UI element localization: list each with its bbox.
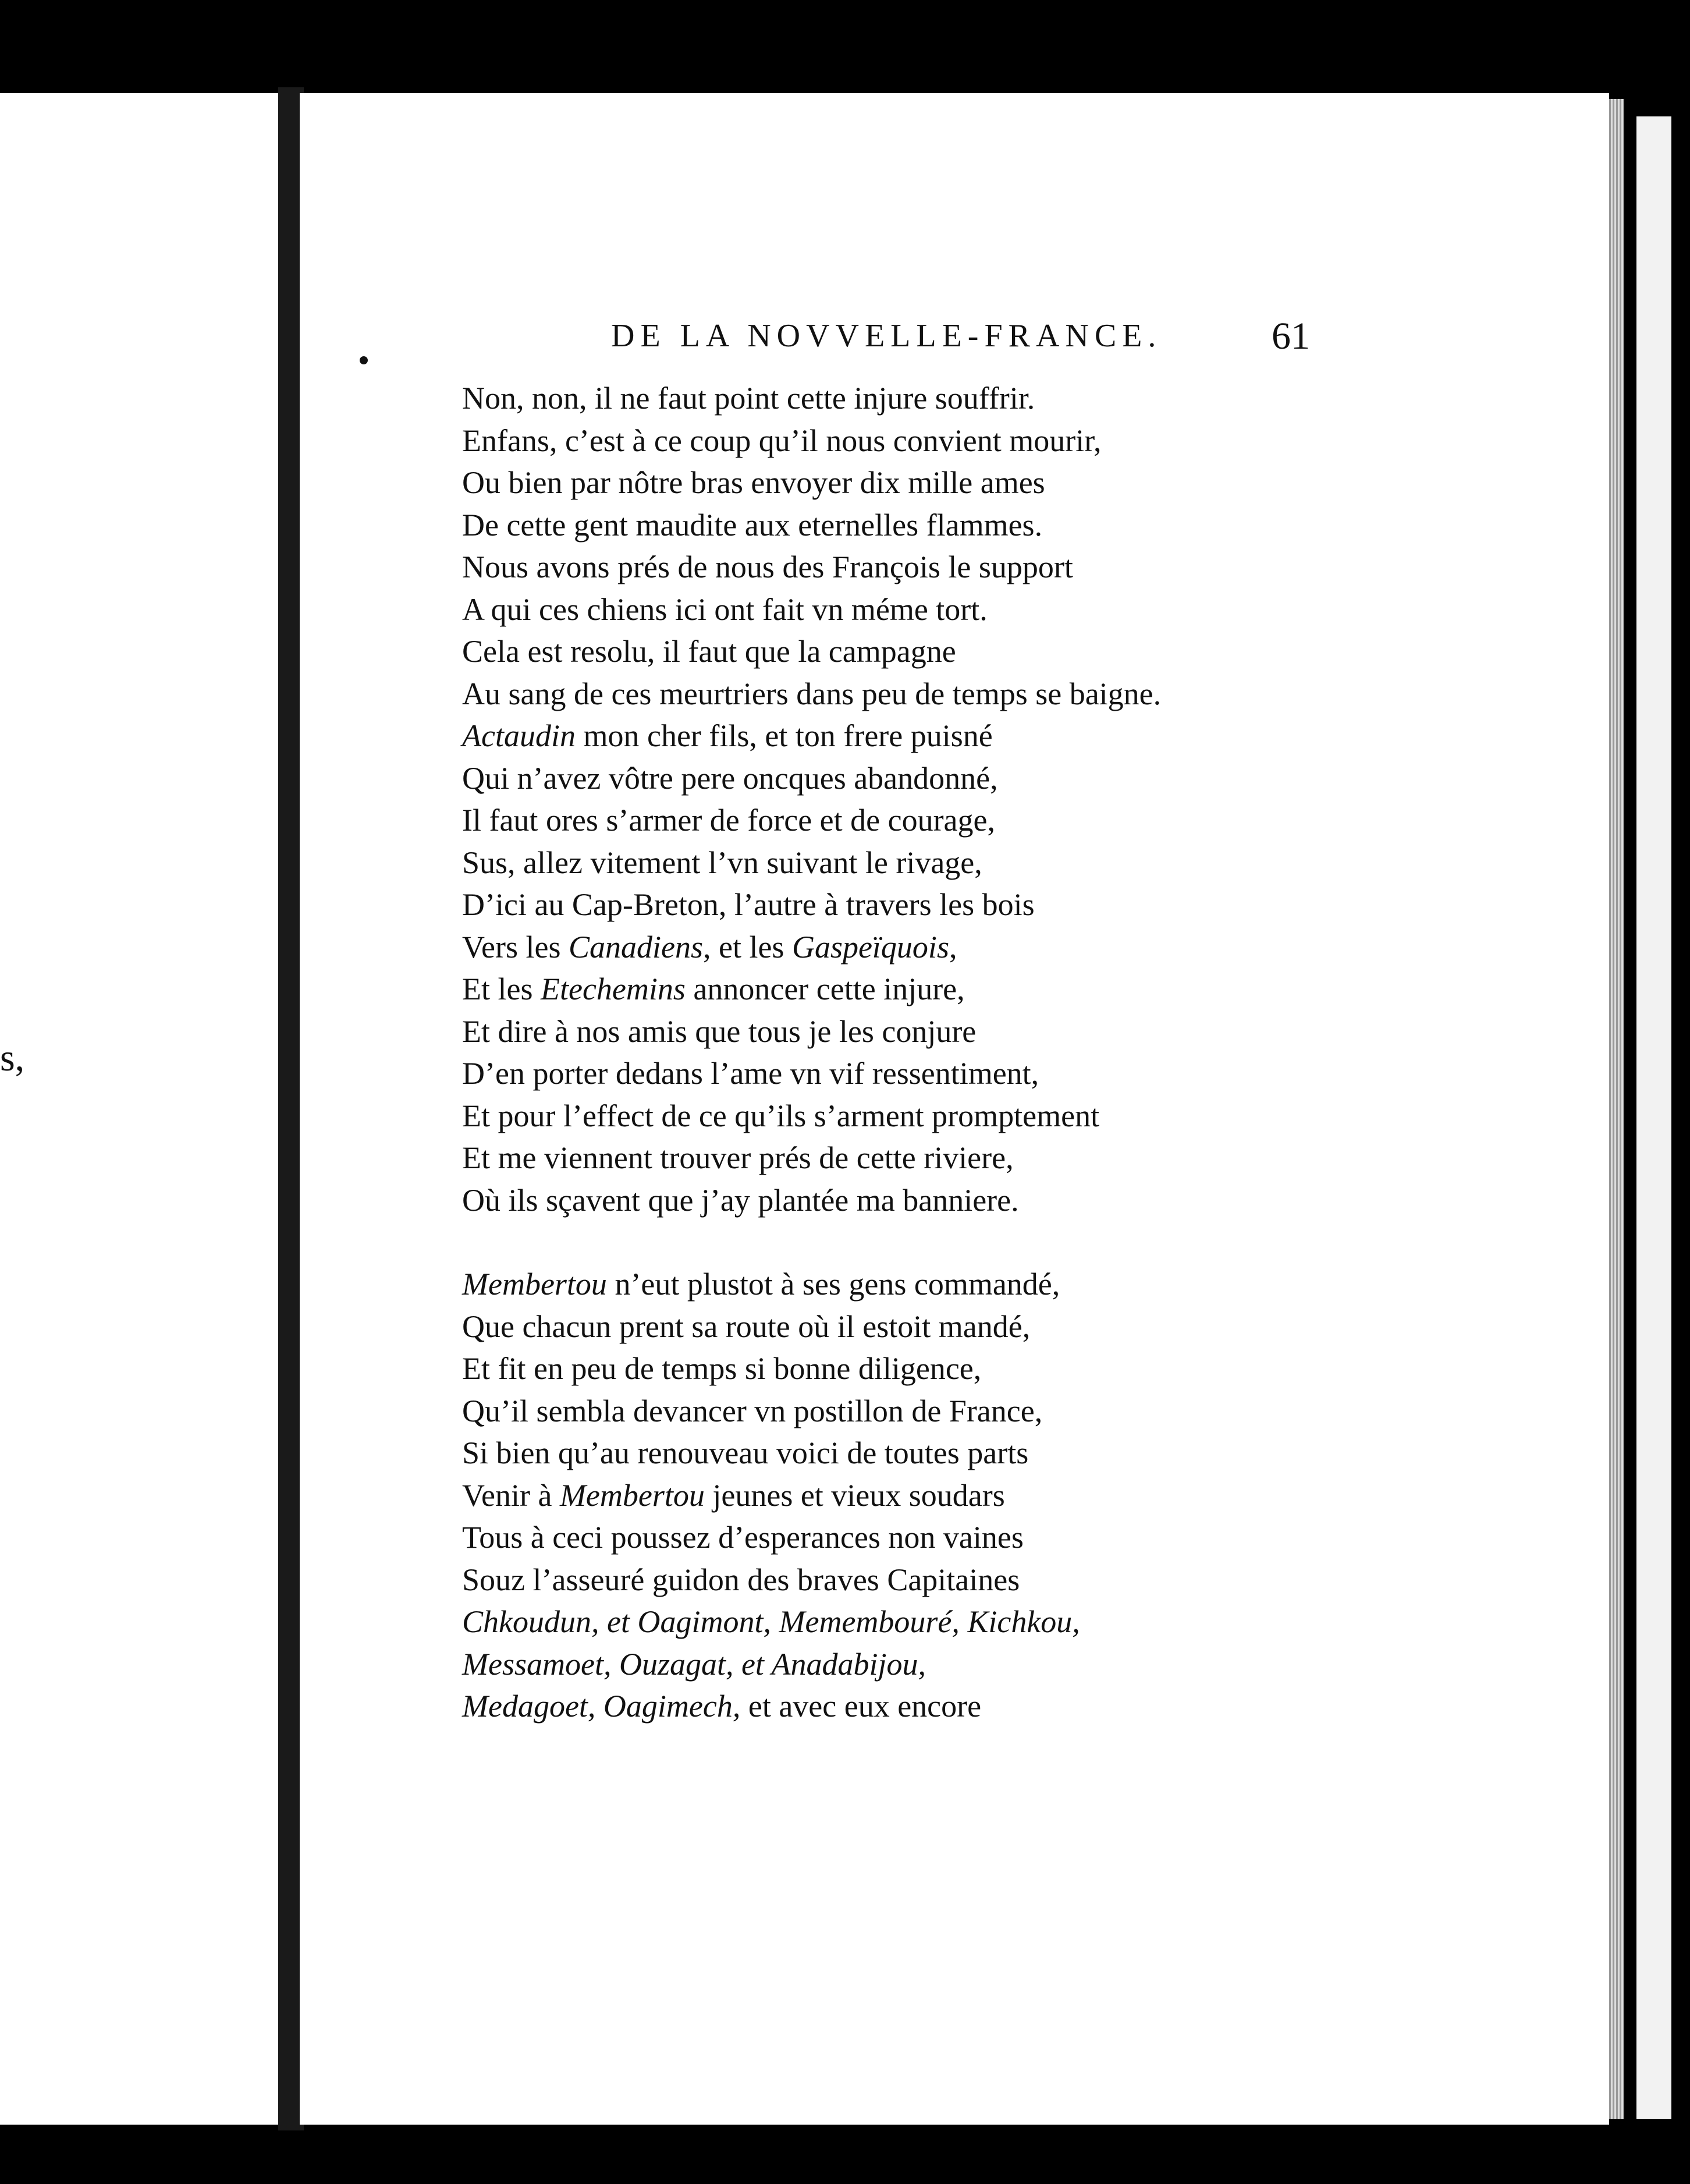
italic-name: Gaspeïquois — [791, 929, 949, 965]
poem-line — [462, 1559, 1080, 1601]
line-text: Et me viennent trouver prés de cette riviere, — [462, 1140, 1014, 1175]
poem-line — [462, 1390, 1080, 1433]
left-page-fragment: s, — [0, 1037, 25, 1079]
poem-line — [462, 968, 1161, 1011]
italic-name: Medagoet, Oagimech, — [462, 1689, 741, 1724]
poem-line — [462, 1263, 1080, 1306]
page-number: 61 — [1272, 315, 1310, 357]
line-text: annoncer cette injure, — [685, 972, 965, 1006]
line-text: Non, non, il ne faut point cette injure souffrir. — [462, 381, 1035, 416]
poem-line — [462, 546, 1161, 588]
back-cover-board — [1636, 116, 1671, 2119]
stanza-2 — [462, 1263, 1080, 1728]
poem-line — [462, 588, 1161, 631]
line-text: Souz l’asseuré guidon des braves Capitaines — [462, 1562, 1020, 1597]
poem-line — [462, 926, 1161, 969]
left-page — [0, 93, 294, 2125]
line-text: Qui n’avez vôtre pere oncques abandonné, — [462, 760, 998, 796]
poem-line — [462, 1348, 1080, 1390]
poem-line — [462, 377, 1161, 420]
poem-line — [462, 715, 1161, 757]
poem-line — [462, 757, 1161, 800]
line-text: Il faut ores s’armer de force et de courage, — [462, 803, 995, 838]
margin-dot — [360, 356, 368, 364]
line-text: Et pour l’effect de ce qu’ils s’arment promptement — [462, 1098, 1100, 1133]
poem-line — [462, 673, 1161, 715]
line-text: A qui ces chiens ici ont fait vn méme tort. — [462, 591, 988, 627]
poem-line — [462, 1306, 1080, 1348]
italic-name: Etechemins — [540, 972, 686, 1006]
page-edges — [1609, 99, 1624, 2119]
poem-line — [462, 1432, 1080, 1474]
poem-line — [462, 1011, 1161, 1053]
running-head: DE LA NOVVELLE-FRANCE. — [611, 318, 1162, 354]
line-text: , et les — [702, 929, 792, 965]
line-text: Qu’il sembla devancer vn postillon de France, — [462, 1393, 1043, 1428]
poem-line — [462, 504, 1161, 547]
poem-line — [462, 1601, 1080, 1643]
poem-line — [462, 1516, 1080, 1559]
poem-line — [462, 1643, 1080, 1686]
line-text: D’ici au Cap-Breton, l’autre à travers les bois — [462, 887, 1035, 922]
poem-line — [462, 1095, 1161, 1137]
line-text: mon cher fils, et ton frere puisné — [575, 718, 993, 753]
line-text: Ou bien par nôtre bras envoyer dix mille ames — [462, 465, 1045, 500]
line-text: Et fit en peu de temps si bonne diligence, — [462, 1351, 982, 1386]
line-text: , — [949, 929, 957, 965]
italic-name: Membertou — [462, 1267, 607, 1302]
line-text: Et les — [462, 972, 541, 1006]
line-text: Où ils sçavent que j’ay plantée ma banniere. — [462, 1182, 1019, 1218]
poem-line — [462, 799, 1161, 842]
line-text: Nous avons prés de nous des François le support — [462, 549, 1073, 584]
italic-name: Membertou — [559, 1477, 705, 1513]
line-text: Sus, allez vitement l’vn suivant le rivage, — [462, 845, 982, 880]
poem-line — [462, 1052, 1161, 1095]
line-text: D’en porter dedans l’ame vn vif ressentiment, — [462, 1056, 1039, 1091]
poem-line — [462, 1685, 1080, 1728]
line-text: et avec eux encore — [740, 1689, 982, 1724]
poem-line — [462, 420, 1161, 462]
italic-name: Canadiens — [568, 929, 703, 965]
poem-line — [462, 630, 1161, 673]
line-text: De cette gent maudite aux eternelles flammes. — [462, 507, 1043, 543]
italic-name: Messamoet, Ouzagat, et Anadabijou, — [462, 1646, 926, 1682]
poem-line — [462, 842, 1161, 884]
line-text: Vers les — [462, 929, 569, 965]
italic-name: Chkoudun, et Oagimont, Memembouré, Kichkou, — [462, 1604, 1080, 1639]
poem-line — [462, 884, 1161, 926]
line-text: Au sang de ces meurtriers dans peu de temps se baigne. — [462, 676, 1162, 711]
line-text: jeunes et vieux soudars — [704, 1477, 1005, 1513]
line-text: Venir à — [462, 1477, 560, 1513]
line-text: Que chacun prent sa route où il estoit mandé, — [462, 1309, 1031, 1344]
poem-line — [462, 462, 1161, 504]
line-text: Cela est resolu, il faut que la campagne — [462, 634, 956, 669]
line-text: Et dire à nos amis que tous je les conjure — [462, 1013, 977, 1049]
line-text: n’eut plustot à ses gens commandé, — [606, 1267, 1060, 1302]
line-text: Tous à ceci poussez d’esperances non vaines — [462, 1520, 1024, 1555]
italic-name: Actaudin — [462, 718, 576, 753]
line-text: Enfans, c’est à ce coup qu’il nous convient mourir, — [462, 423, 1102, 458]
line-text: Si bien qu’au renouveau voici de toutes parts — [462, 1435, 1029, 1470]
stanza-1 — [462, 377, 1161, 1221]
poem-line — [462, 1137, 1161, 1179]
poem-line — [462, 1474, 1080, 1517]
poem-line — [462, 1179, 1161, 1222]
